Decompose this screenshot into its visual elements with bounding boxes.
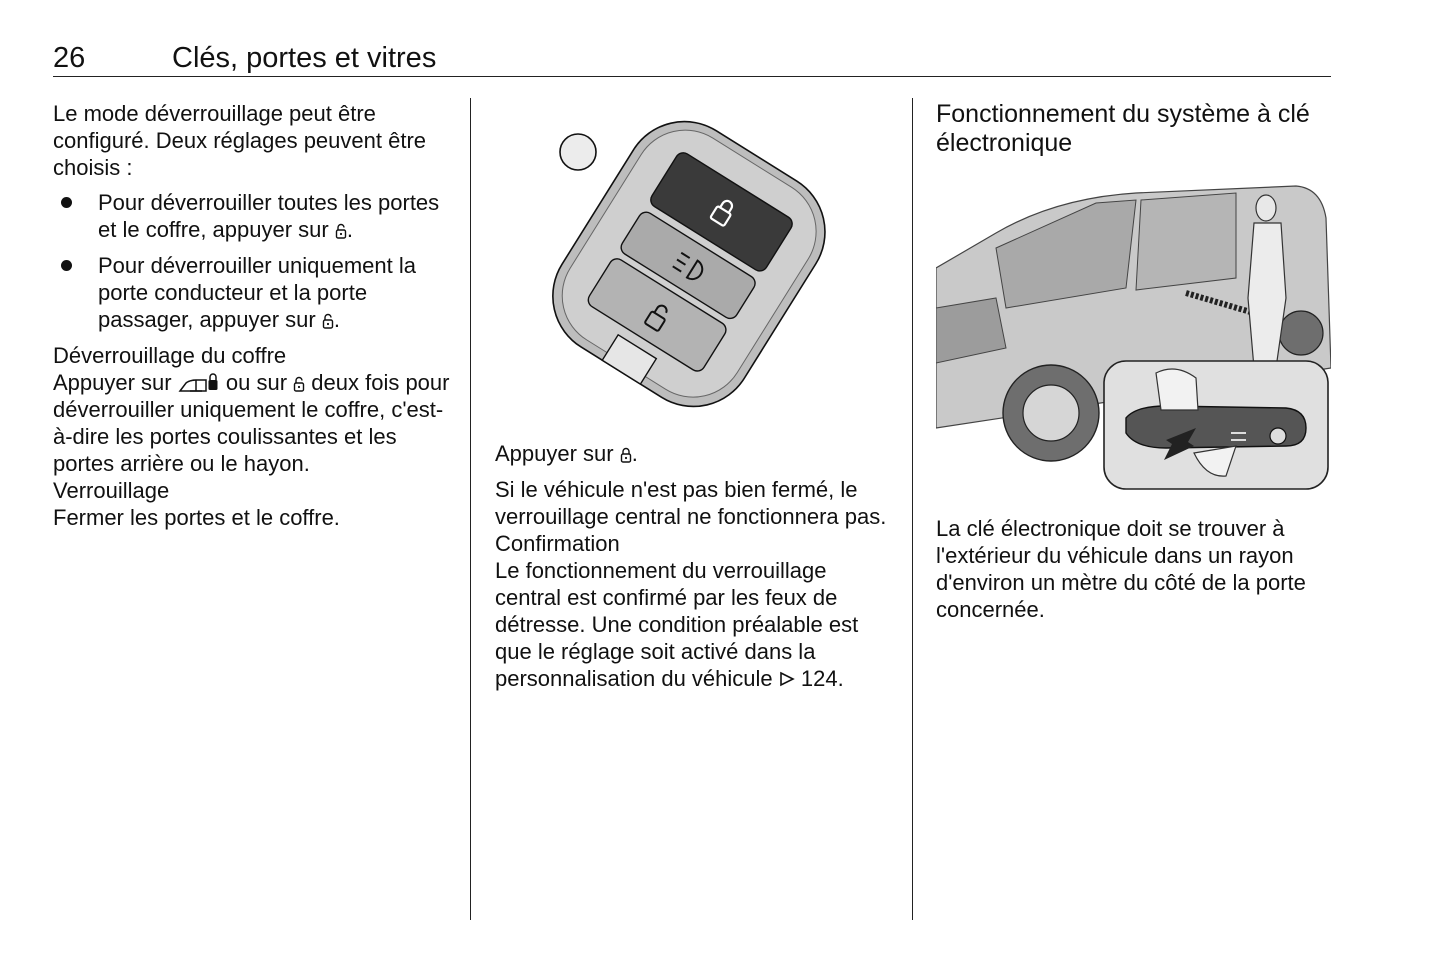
trunk-text-a: Appuyer sur [53, 370, 172, 395]
bullet-text: Pour déverrouiller toutes les portes et le coffre, appuyer sur [98, 190, 440, 242]
press-paragraph [495, 440, 895, 467]
padlock-icon [620, 447, 632, 463]
trunk-heading: Déverrouillage du coffre [53, 343, 287, 368]
reference-arrow-icon [779, 670, 795, 688]
bullet-end: . [333, 307, 340, 332]
list-item [53, 189, 453, 243]
bullet-text: Pour déverrouiller uniquement la porte conducteur et la porte passager, appuyer sur [98, 253, 416, 332]
column-middle [495, 440, 895, 692]
bullet-end: . [346, 217, 353, 242]
column-left [53, 100, 453, 531]
page-header [53, 40, 1331, 77]
car-door-illustration [936, 178, 1331, 494]
confirmation-paragraph [495, 557, 895, 692]
body-paragraph: La clé électronique doit se trouver à l'extérieur du véhicule dans un rayon d'environ un mètre du côté de la porte concernée. [936, 516, 1306, 622]
list-item [53, 252, 453, 333]
column-divider [470, 98, 471, 920]
confirmation-heading: Confirmation [495, 531, 620, 556]
trunk-text-c: deux fois pour déverrouiller uniquement le coffre, c'est-à-dire les portes coulissantes et les portes arrière ou le hayon. [53, 370, 450, 476]
column-right-body [936, 515, 1336, 623]
padlock-icon [322, 313, 334, 329]
trunk-paragraph [53, 369, 453, 477]
padlock-icon [293, 376, 305, 392]
section-heading: Fonctionnement du système à clé électronique [936, 100, 1310, 157]
lock-paragraph: Fermer les portes et le coffre. [53, 505, 340, 530]
chapter-title: Clés, portes et vitres [172, 42, 437, 74]
bullet-icon [61, 260, 72, 271]
bullet-list [53, 189, 453, 333]
key-fob-illustration [530, 104, 860, 414]
press-text: Appuyer sur [495, 441, 614, 466]
padlock-icon [335, 223, 347, 239]
trunk-text-b: ou sur [225, 370, 288, 395]
tailgate-unlock-icon [178, 372, 220, 394]
page-number: 26 [53, 42, 86, 74]
confirmation-text: Le fonctionnement du verrouillage central est confirmé par les feux de détresse. Une condition préalable est que le réglage soit activé dans la personnalisation du véhicule [495, 558, 859, 691]
lock-heading: Verrouillage [53, 478, 170, 503]
warning-paragraph: Si le véhicule n'est pas bien fermé, le verrouillage central ne fonctionnera pas. [495, 477, 887, 529]
bullet-icon [61, 197, 72, 208]
confirmation-ref: 124. [800, 666, 844, 691]
column-right [936, 100, 1336, 158]
column-divider [912, 98, 913, 920]
press-end: . [631, 441, 638, 466]
intro-paragraph: Le mode déverrouillage peut être configuré. Deux réglages peuvent être choisis : [53, 101, 427, 180]
